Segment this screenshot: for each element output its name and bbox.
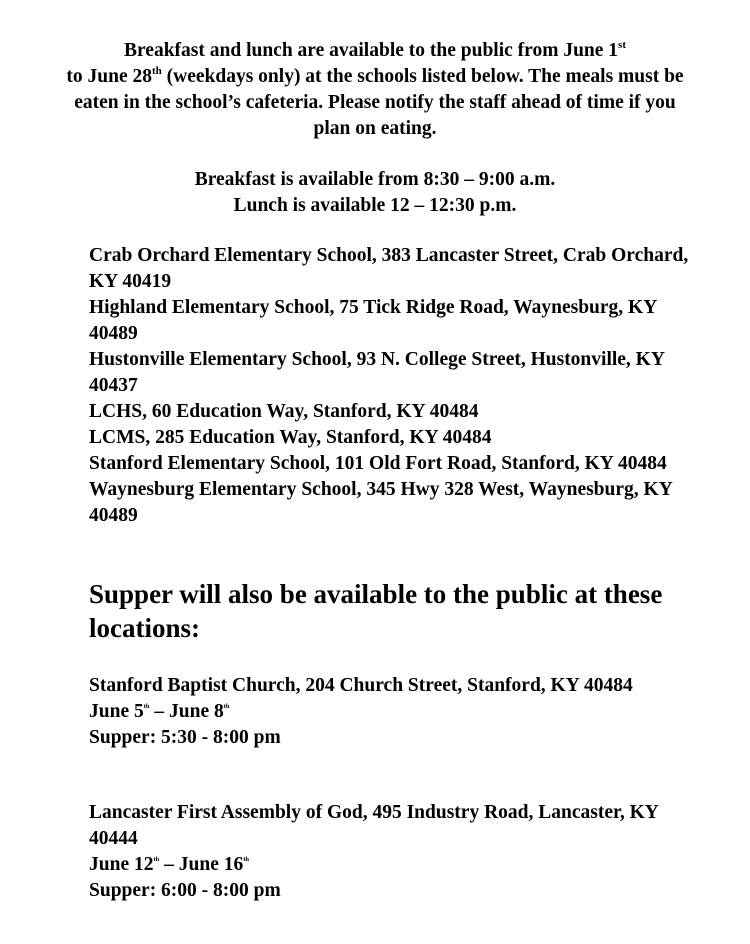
school-address: Crab Orchard Elementary School, 383 Lancaster Street, Crab Orchard, KY 40419 <box>89 245 689 292</box>
ordinal-suffix: th <box>151 65 162 77</box>
intro-paragraph <box>60 38 690 142</box>
end-date: June 8 <box>169 701 224 722</box>
school-address: LCMS, 285 Education Way, Stanford, KY 40484 <box>89 427 492 448</box>
breakfast-hours: Breakfast is available from 8:30 – 9:00 a.m. <box>194 169 556 190</box>
supper-location <box>89 800 689 904</box>
supper-time: Supper: 6:00 - 8:00 pm <box>89 880 281 901</box>
school-address: Highland Elementary School, 75 Tick Ridge Road, Waynesburg, KY 40489 <box>89 297 657 344</box>
date-dash: – <box>149 701 170 722</box>
location-dates <box>89 699 689 725</box>
date-dash: – <box>159 854 179 875</box>
intro-text-part2: to June 28 <box>66 66 152 87</box>
meal-hours <box>60 167 690 219</box>
ordinal-suffix: th <box>243 856 250 863</box>
ordinal-suffix: st <box>618 39 626 51</box>
location-address: Stanford Baptist Church, 204 Church Street, Stanford, KY 40484 <box>89 675 633 696</box>
intro-text <box>60 38 690 142</box>
supper-location <box>89 673 689 751</box>
school-address: Waynesburg Elementary School, 345 Hwy 328 West, Waynesburg, KY 40489 <box>89 479 673 526</box>
school-address: LCHS, 60 Education Way, Stanford, KY 40484 <box>89 401 479 422</box>
location-dates <box>89 852 689 878</box>
supper-heading: Supper will also be available to the public at these locations: <box>89 579 663 643</box>
start-date: June 12 <box>89 854 154 875</box>
ordinal-suffix: th <box>143 703 150 710</box>
supper-time: Supper: 5:30 - 8:00 pm <box>89 727 281 748</box>
ordinal-suffix: th <box>153 856 160 863</box>
end-date: June 16 <box>178 854 244 875</box>
school-list <box>89 243 689 529</box>
intro-text-part3: (weekdays only) at the schools listed below. The meals must be eaten in the school’s cafeteria. Please notify the staff ahead of time if you plan on eating. <box>74 66 684 139</box>
lunch-hours: Lunch is available 12 – 12:30 p.m. <box>233 195 517 216</box>
school-address: Stanford Elementary School, 101 Old Fort Road, Stanford, KY 40484 <box>89 453 667 474</box>
ordinal-suffix: th <box>223 703 230 710</box>
school-address: Hustonville Elementary School, 93 N. College Street, Hustonville, KY 40437 <box>89 349 665 396</box>
start-date: June 5 <box>89 701 144 722</box>
intro-text-part1: Breakfast and lunch are available to the public from June 1 <box>124 40 619 61</box>
location-address: Lancaster First Assembly of God, 495 Industry Road, Lancaster, KY 40444 <box>89 802 659 849</box>
